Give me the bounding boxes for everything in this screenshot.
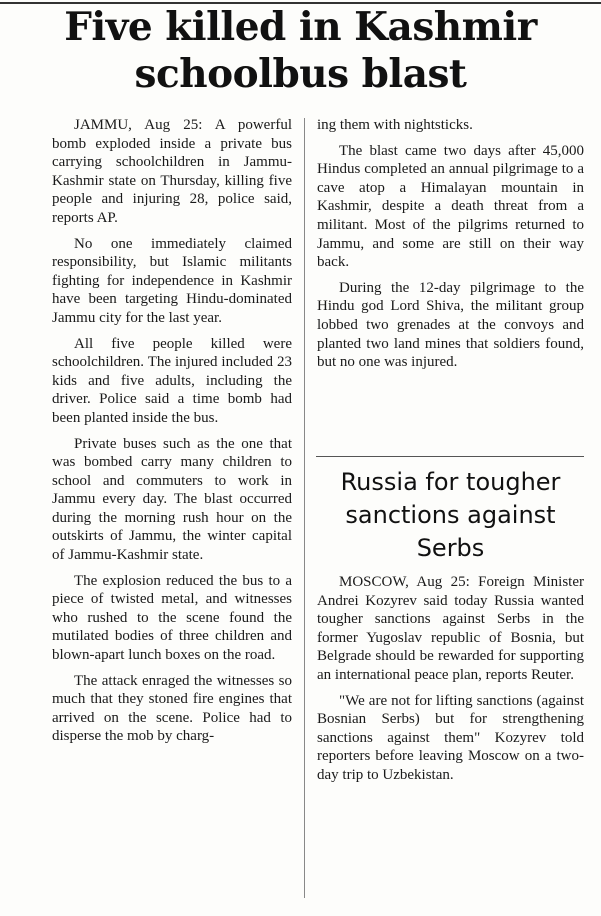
story-divider [316,456,584,457]
story1-paragraph: No one immediately claimed responsibility, but Islamic militants fighting for independence in Kashmir have been targeting Hindu-dominated Jammu city for the last year. [52,235,292,326]
main-headline: Five killed in Kashmir schoolbus blast [64,4,537,97]
column-divider [304,118,305,898]
story2-paragraph: "We are not for lifting sanctions (against Bosnian Serbs) but for strengthening sanctions against them" Kozyrev told reporters before leaving Moscow on a two-day trip to Uzbekistan. [317,692,584,783]
story1-paragraph: During the 12-day pilgrimage to the Hindu god Lord Shiva, the militant group lobbed two grenades at the convoys and planted two land mines that soldiers found, but no one was injured. [317,279,584,371]
story1-paragraph: The explosion reduced the bus to a piece of twisted metal, and witnesses who rushed to the scene found the mutilated bodies of three children and blown-apart lunch boxes on the road. [52,572,292,664]
story1-paragraph: The blast came two days after 45,000 Hindus completed an annual pilgrimage to a cave atop a Himalayan mountain in Kashmir, despite a death threat from a militant. Most of the pilgrims returned to Jammu, and some are still on their way back. [317,142,584,271]
story1-left-column [52,116,292,753]
story2-column [317,573,584,792]
story1-paragraph: All five people killed were schoolchildren. The injured included 23 kids and five adults, including the driver. Police said a time bomb had been planted inside the bus. [52,335,292,426]
story1-paragraph: ing them with nightsticks. [317,117,473,133]
story1-paragraph: Private buses such as the one that was bombed carry many children to school and commuters to work in Jammu every day. The blast occurred during the morning rush hour on the outskirts of Jammu, the winter capital of Jammu-Kashmir state. [52,435,292,564]
story1-paragraph: JAMMU, Aug 25: A powerful bomb exploded inside a private bus carrying schoolchildren in Jammu-Kashmir state on Thursday, killing five people and injuring 28, police said, reports AP. [52,117,292,226]
story2-headline: Russia for tougher sanctions against Serbs [340,468,561,562]
story1-paragraph: The attack enraged the witnesses so much that they stoned fire engines that arrived on the scene. Police had to disperse the mob by charg- [52,672,292,745]
story1-right-column [317,116,584,379]
story2-paragraph: MOSCOW, Aug 25: Foreign Minister Andrei Kozyrev said today Russia wanted tougher sanctions against Serbs in the former Yugoslav republic of Bosnia, but Belgrade should be rewarded for supporting an international peace plan, reports Reuter. [317,574,584,683]
